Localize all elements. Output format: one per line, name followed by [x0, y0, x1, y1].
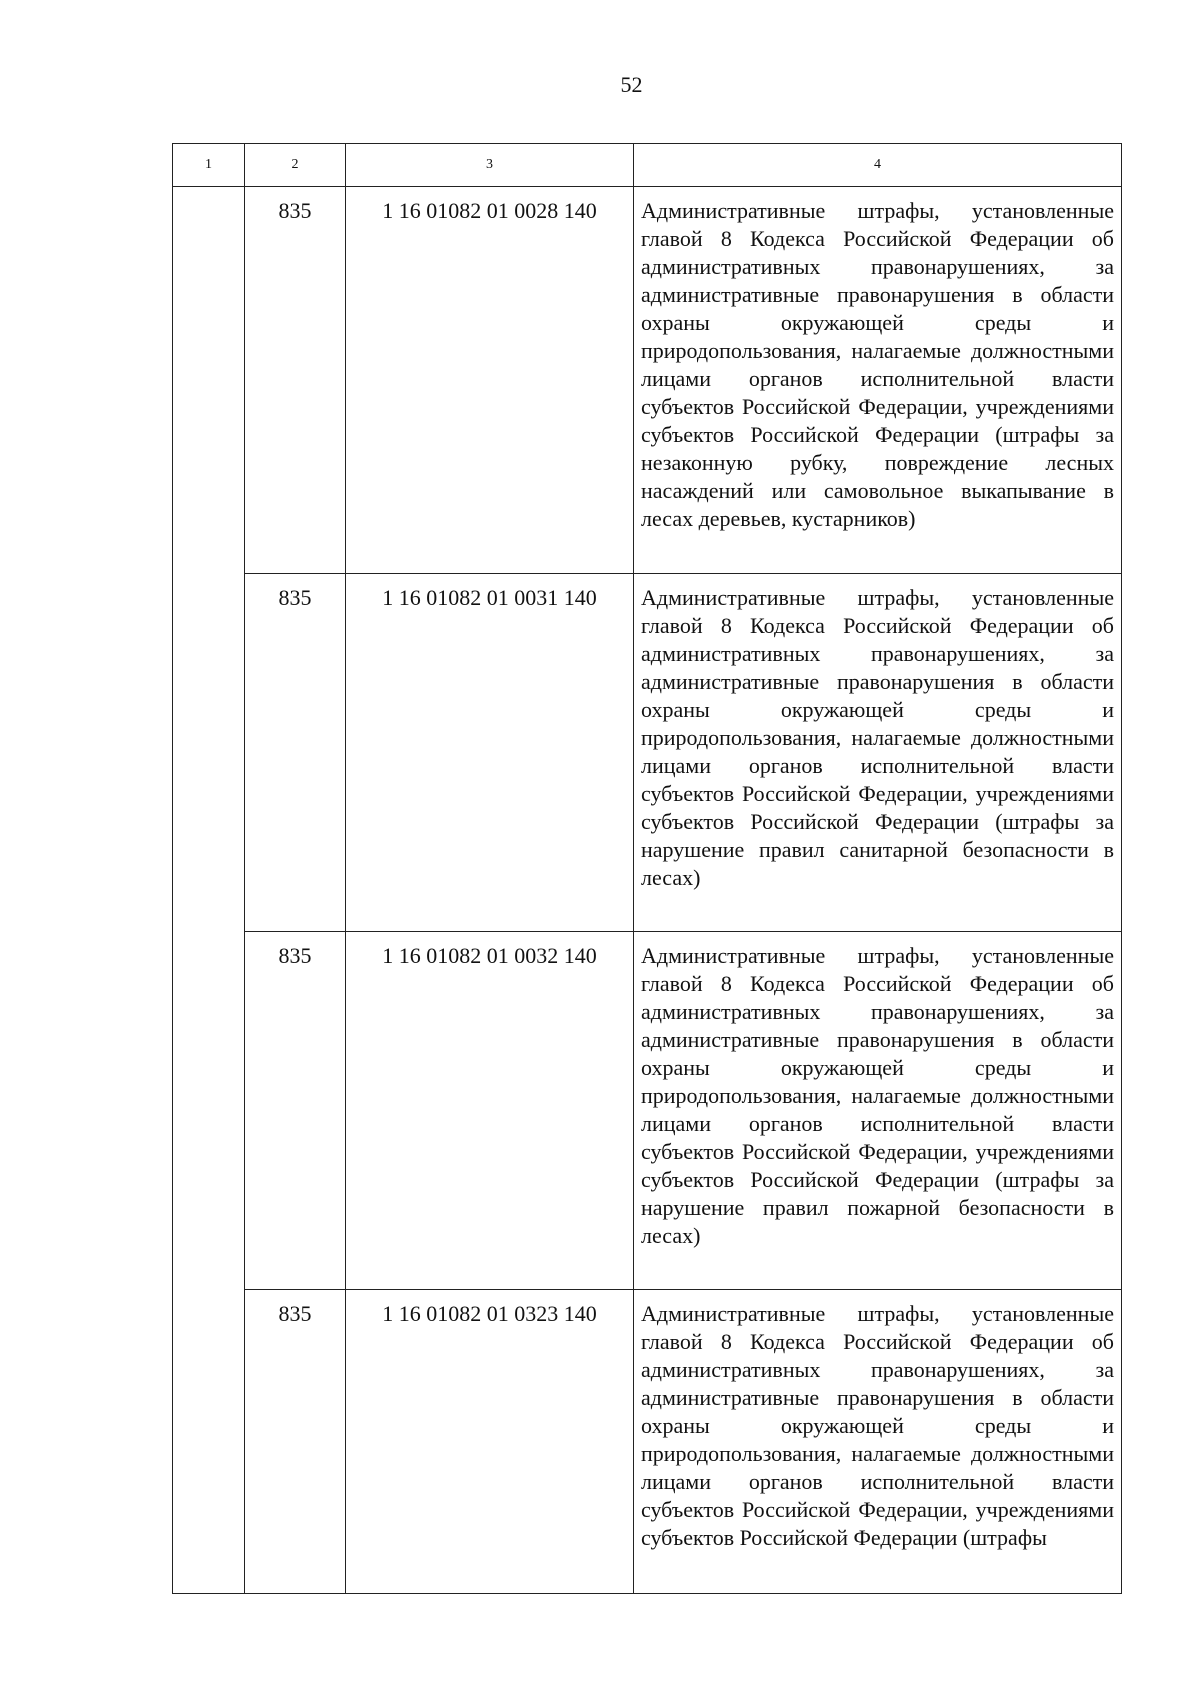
- description-cell: Административные штрафы, установленные главой 8 Кодекса Российской Федерации об административных правонарушениях, за административные правонарушения в области охраны окружающей среды и природопользования, налагаемые должностными лицами органов исполнительной власти субъектов Российской Федерации, учреждениями субъектов Российской Федерации (штрафы за нарушение правил санитарной безопасности в лесах): [634, 574, 1122, 932]
- budget-codes-table: [172, 143, 1122, 1594]
- kbk-code-cell: 1 16 01082 01 0031 140: [346, 574, 634, 932]
- table-row: [173, 574, 1122, 932]
- column-header-1: 1: [173, 144, 245, 187]
- kbk-code-cell: 1 16 01082 01 0028 140: [346, 187, 634, 574]
- column-header-2: 2: [245, 144, 346, 187]
- column-header-4: 4: [634, 144, 1122, 187]
- description-cell: Административные штрафы, установленные главой 8 Кодекса Российской Федерации об административных правонарушениях, за административные правонарушения в области охраны окружающей среды и природопользования, налагаемые должностными лицами органов исполнительной власти субъектов Российской Федерации, учреждениями субъектов Российской Федерации (штрафы: [634, 1290, 1122, 1594]
- admin-code-cell: 835: [245, 932, 346, 1290]
- kbk-code-cell: 1 16 01082 01 0032 140: [346, 932, 634, 1290]
- description-cell: Административные штрафы, установленные главой 8 Кодекса Российской Федерации об административных правонарушениях, за административные правонарушения в области охраны окружающей среды и природопользования, налагаемые должностными лицами органов исполнительной власти субъектов Российской Федерации, учреждениями субъектов Российской Федерации (штрафы за незаконную рубку, повреждение лесных насаждений или самовольное выкапывание в лесах деревьев, кустарников): [634, 187, 1122, 574]
- admin-code-cell: 835: [245, 574, 346, 932]
- kbk-code-cell: 1 16 01082 01 0323 140: [346, 1290, 634, 1594]
- table-row: [173, 187, 1122, 574]
- column-header-3: 3: [346, 144, 634, 187]
- table-row: [173, 1290, 1122, 1594]
- admin-code-cell: 835: [245, 187, 346, 574]
- page-number: 52: [620, 72, 643, 97]
- admin-code-cell: 835: [245, 1290, 346, 1594]
- empty-first-column-cell: [173, 187, 245, 1594]
- table-row: [173, 932, 1122, 1290]
- description-cell: Административные штрафы, установленные главой 8 Кодекса Российской Федерации об административных правонарушениях, за административные правонарушения в области охраны окружающей среды и природопользования, налагаемые должностными лицами органов исполнительной власти субъектов Российской Федерации, учреждениями субъектов Российской Федерации (штрафы за нарушение правил пожарной безопасности в лесах): [634, 932, 1122, 1290]
- column-number-header-row: [173, 144, 1122, 187]
